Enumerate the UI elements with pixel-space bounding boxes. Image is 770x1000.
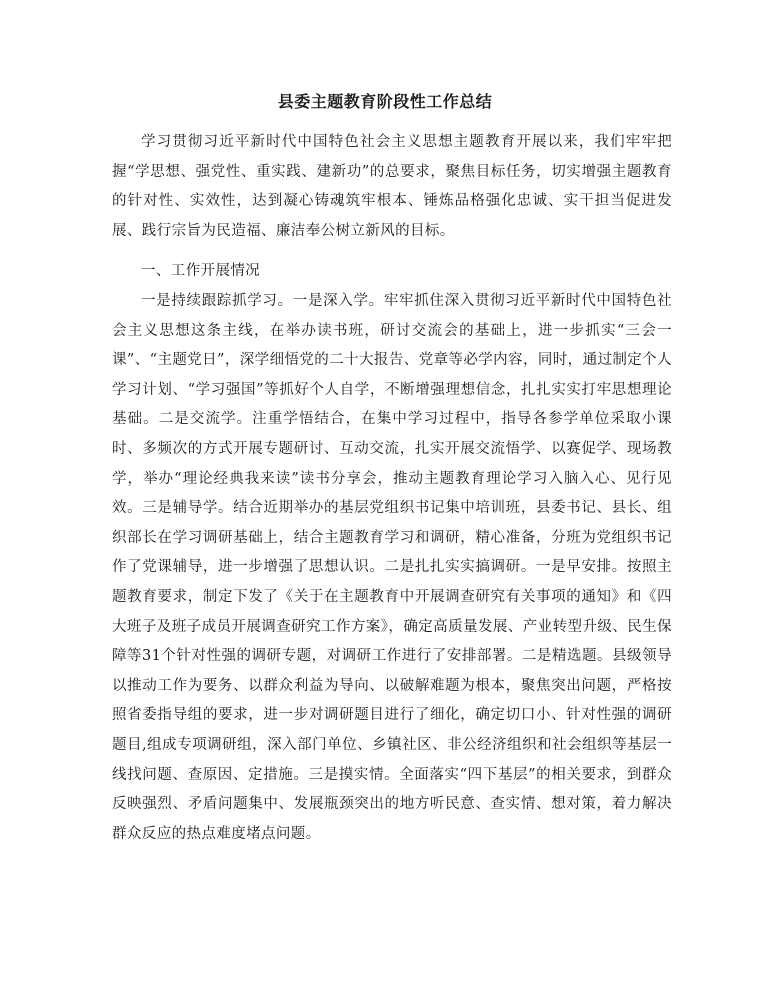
intro-paragraph: 学习贯彻习近平新时代中国特色社会主义思想主题教育开展以来，我们牢牢把握“学思想、强党性、重实践、建新功”的总要求，聚焦目标任务，切实增强主题教育的针对性、实效性，达到凝心铸魂筑牢根本、锤炼品格强化忠诚、实干担当促进发展、践行宗旨为民造福、廉洁奉公树立新风的目标。 bbox=[112, 134, 672, 239]
section-heading: 一、工作开展情况 bbox=[141, 263, 261, 279]
document-title: 县委主题教育阶段性工作总结 bbox=[277, 92, 493, 111]
body-paragraph: 一是持续跟踪抓学习。一是深入学。牢牢抓住深入贯彻习近平新时代中国特色社会主义思想这条主线，在举办读书班，研讨交流会的基础上，进一步抓实“三会一课”、“主题党日”，深学细悟党的二十大报告、党章等必学内容，同时，通过制定个人学习计划、“学习强国”等抓好个人自学，不断增强理想信念，扎扎实实打牢思想理论基础。二是交流学。注重学悟结合，在集中学习过程中，指导各参学单位采取小课时、多频次的方式开展专题研讨、互动交流，扎实开展交流悟学、以赛促学、现场教学，举办“理论经典我来读”读书分享会，推动主题教育理论学习入脑入心、见行见效。三是辅导学。结合近期举办的基层党组织书记集中培训班，县委书记、县长、组织部长在学习调研基础上，结合主题教育学习和调研，精心准备，分班为党组织书记作了党课辅导，进一步增强了思想认识。二是扎扎实实搞调研。一是早安排。按照主题教育要求，制定下发了《关于在主题教育中开展调查研究有关事项的通知》和《四大班子及班子成员开展调查研究工作方案》，确定高质量发展、产业转型升级、民生保障等31个针对性强的调研专题，对调研工作进行了安排部署。二是精选题。县级领导以推动工作为要务、以群众利益为导向、以破解难题为根本，聚焦突出问题，严格按照省委指导组的要求，进一步对调研题目进行了细化，确定切口小、针对性强的调研题目,组成专项调研组，深入部门单位、乡镇社区、非公经济组织和社会组织等基层一线找问题、查原因、定措施。三是摸实情。全面落实“四下基层”的相关要求，到群众反映强烈、矛盾问题集中、发展瓶颈突出的地方听民意、查实情、想对策，着力解决群众反应的热点难度堵点问题。 bbox=[112, 293, 672, 842]
